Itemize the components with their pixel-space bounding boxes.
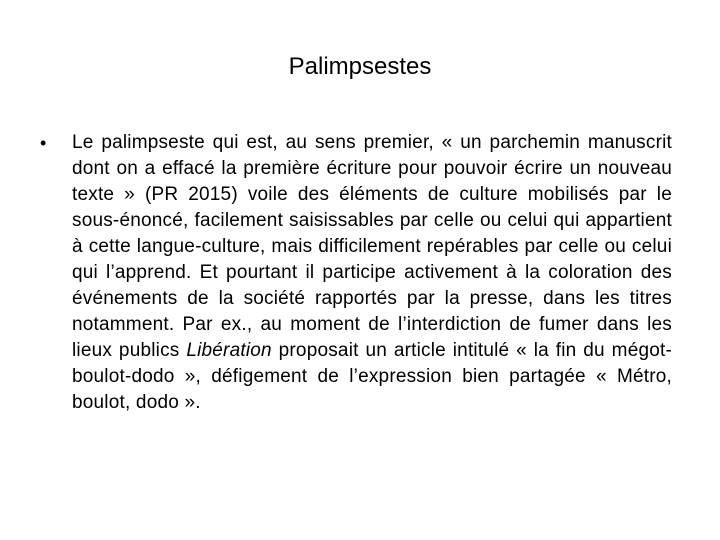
publication-name: Libération [186, 340, 272, 361]
bullet-text [72, 130, 672, 416]
bullet-text-after: proposait un article intitulé « la fin du mégot-boulot-dodo », défigement de l’expression bien partagée « Métro, boulot, dodo ». [72, 340, 673, 413]
bullet-text-before: Le palimpseste qui est, au sens premier, « un parchemin manuscrit dont on a effacé la première écriture pour pouvoir écrire un nouveau texte » (PR 2015) voile des éléments de culture mobilisés par le sous-énoncé, facilement saisissables par celle ou celui qui appartient à cette langue-culture, mais difficilement repérables par celle ou celui qui l’apprend. Et pourtant il participe activement à la coloration des événements de la société rapportés par la presse, dans les titres notamment. Par ex., au moment de l’interdiction de fumer dans les lieux publics [72, 132, 672, 361]
slide-title: Palimpsestes [288, 53, 432, 80]
bullet-marker: • [40, 133, 47, 153]
bullet-list [40, 130, 672, 416]
bullet-item [40, 130, 672, 416]
